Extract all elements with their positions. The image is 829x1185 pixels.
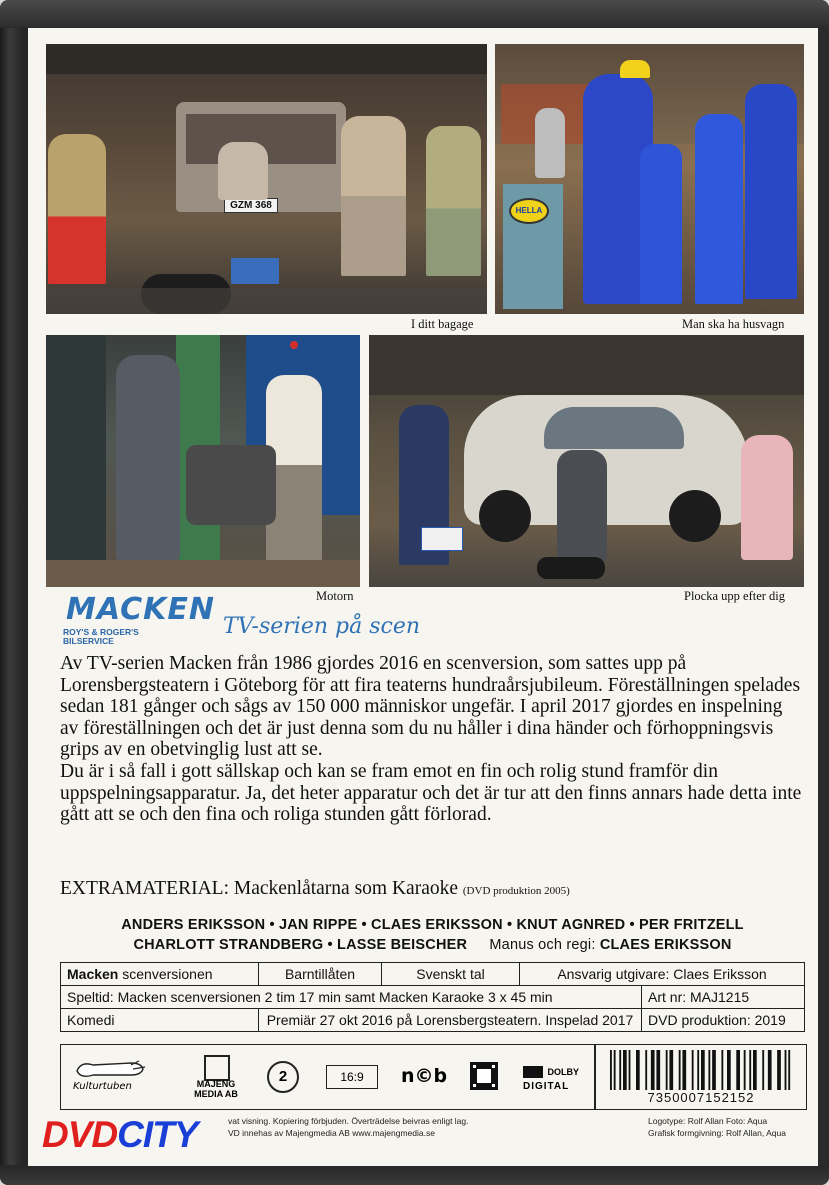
info-production: DVD produktion: 2019: [642, 1009, 805, 1032]
person-2: [218, 142, 268, 200]
majeng-logo: [189, 1079, 243, 1099]
director-name: CLAES ERIKSSON: [599, 937, 732, 953]
barcode-bar: [785, 1050, 787, 1090]
majeng-line-1: MAJENG: [196, 1079, 236, 1089]
info-artnr: Art nr: MAJ1215: [642, 986, 805, 1009]
dolby-logo: [523, 1063, 579, 1092]
credits-line-1: Logotype: Rolf Allan Foto: Aqua: [648, 1116, 768, 1126]
barcode-bar: [753, 1050, 757, 1090]
legal-text: [228, 1115, 469, 1139]
description-paragraph-1: Av TV-serien Macken från 1986 gjordes 2016 en scenversion, som sattes upp på Lorensbergsteatern i Göteborg för att fira teaterns hundraårsjubileum. Föreställningen spelades sedan 181 gånger och sågs av 150 000 människor ungefär. I april 2017 gjordes en inspelning av föreställningen och det är just denna som du nu håller i dina händer och förhoppningsvis grips av en obetvinglig lust att se.: [60, 653, 801, 761]
barcode-bar: [749, 1050, 751, 1090]
dolby-digital-text: DIGITAL: [523, 1081, 570, 1092]
barcode-bar: [692, 1050, 694, 1090]
watermark-part-2: CITY: [117, 1114, 198, 1155]
region-icon: [267, 1061, 299, 1093]
credits-line-2: Grafisk formgivning: Rolf Allan, Aqua: [648, 1128, 786, 1138]
barcode-bar: [762, 1050, 764, 1090]
description: [60, 653, 805, 826]
watermark-part-1: DVD: [42, 1114, 118, 1155]
license-plate: GZM 368: [224, 198, 278, 213]
barcode-bar: [629, 1050, 631, 1090]
person-blue-4: [745, 84, 797, 299]
person-pink: [741, 435, 793, 560]
barcode-bar: [636, 1050, 640, 1090]
cast-line-1: ANDERS ERIKSSON • JAN RIPPE • CLAES ERIKSSON • KNUT AGNRED • PER FRITZELL: [121, 917, 744, 933]
caption-photo-2: Man ska ha husvagn: [682, 317, 785, 331]
info-title-rest: scenversionen: [118, 966, 213, 982]
director-label: Manus och regi:: [489, 937, 596, 953]
car-wheel-right: [669, 490, 721, 542]
person-blue-2: [640, 144, 682, 304]
case-bottom-edge: [0, 1165, 829, 1185]
barcode-bar: [682, 1050, 686, 1090]
legal-line-2: VD innehas av Majengmedia AB www.majengmedia.se: [228, 1128, 435, 1138]
extra-material-label: EXTRAMATERIAL: Mackenlåtarna som Karaoke: [60, 878, 459, 899]
barcode-bar: [614, 1050, 616, 1090]
credits-text: [648, 1115, 786, 1139]
person-1: [48, 134, 106, 284]
barcode-bar: [721, 1050, 723, 1090]
barcode-bar: [651, 1050, 655, 1090]
info-genre-text: Komedi: [67, 1012, 115, 1028]
extra-material-note: (DVD produktion 2005): [462, 885, 570, 897]
barcode-bar: [701, 1050, 705, 1090]
info-row-2: [61, 986, 805, 1009]
barcode-bar: [736, 1050, 740, 1090]
barcode-bar: [610, 1050, 612, 1090]
hella-sign: HELLA: [509, 198, 549, 224]
legal-line-1: vat visning. Kopiering förbjuden. Överträdelse beivras enligt lag.: [228, 1116, 469, 1126]
aspect-ratio-badge: 16:9: [326, 1065, 378, 1089]
car-wheel-left: [479, 490, 531, 542]
gas-cylinder: [535, 108, 565, 178]
person-seated: [557, 450, 607, 560]
person-3: [341, 116, 406, 276]
barcode-bar: [666, 1050, 668, 1090]
ncb-logo: n©b: [401, 1065, 448, 1087]
majeng-icon: [204, 1055, 230, 1081]
info-title: [61, 963, 259, 986]
barcode-bar: [712, 1050, 716, 1090]
caption-photo-4: Plocka upp efter dig: [684, 589, 786, 603]
region-code: 2: [278, 1068, 288, 1085]
extra-material: [60, 878, 570, 900]
barcode-bars: [610, 1050, 792, 1090]
barcode-bar: [679, 1050, 681, 1090]
info-row-3: [61, 1009, 805, 1032]
caption-photo-3: Motorn: [316, 589, 354, 603]
info-row-1: [61, 963, 805, 986]
barcode-bar: [656, 1050, 660, 1090]
info-runtime: Speltid: Macken scenversionen 2 tim 17 min samt Macken Karaoke 3 x 45 min: [61, 986, 642, 1009]
case-top-edge: [0, 0, 829, 28]
dolby-text: DOLBY: [547, 1066, 579, 1077]
barcode-bar: [623, 1050, 627, 1090]
person-blue-3: [695, 114, 743, 304]
macken-logo-subtitle: [63, 628, 139, 646]
kulturtuben-label: Kulturtuben: [73, 1081, 132, 1092]
barcode-bar: [697, 1050, 699, 1090]
cast-line-2: [60, 937, 805, 953]
info-genre: [61, 1009, 259, 1032]
tagline: TV-serien på scen: [223, 614, 421, 639]
description-paragraph-2: Du är i så fall i gott sällskap och kan se fram emot en fin och rolig stund framför din uppspelningsapparatur. Ja, det heter apparatur och det är tur att den finns annars hade detta inte gått att se och den fina och roliga stunden gått förlorad.: [60, 760, 802, 826]
info-rating: Barntillåten: [259, 963, 382, 986]
info-table: [60, 962, 805, 1032]
barcode-bar: [768, 1050, 772, 1090]
barcode-bar: [744, 1050, 746, 1090]
film-frame-icon: [469, 1061, 499, 1091]
dolby-icon: [523, 1066, 543, 1078]
barcode-bar: [727, 1050, 731, 1090]
logo-sub-line-1: ROY'S & ROGER'S: [63, 627, 139, 637]
dvdcity-watermark: [42, 1114, 197, 1156]
majeng-line-2: MEDIA AB: [194, 1089, 238, 1099]
person-4: [426, 126, 481, 276]
barcode-bar: [788, 1050, 790, 1090]
barcode-bar: [669, 1050, 673, 1090]
logos-box: [60, 1044, 595, 1110]
macken-logo: MACKEN: [66, 592, 216, 627]
barcode-bar: [645, 1050, 647, 1090]
caption-photo-1: I ditt bagage: [411, 317, 474, 331]
kulturtuben-icon: [71, 1057, 151, 1081]
photo-tracksuits: [495, 44, 804, 314]
logo-sub-line-2: BILSERVICE: [63, 636, 114, 646]
cast-line-2-names: CHARLOTT STRANDBERG • LASSE BEISCHER: [133, 937, 468, 953]
barcode-bar: [777, 1050, 781, 1090]
photo-garage-trunk: [46, 44, 487, 314]
barcode-bar: [619, 1050, 621, 1090]
photo-car-garage: [369, 335, 804, 587]
info-premiere: Premiär 27 okt 2016 på Lorensbergsteatern. Inspelad 2017: [259, 1009, 642, 1032]
info-language: Svenskt tal: [382, 963, 520, 986]
person-suit: [116, 355, 180, 560]
photo-engine: [46, 335, 360, 587]
engine-block: [186, 445, 276, 525]
info-publisher: Ansvarig utgivare: Claes Eriksson: [520, 963, 805, 986]
barcode-number: 7350007152152: [647, 1090, 755, 1105]
info-title-bold: Macken: [67, 966, 119, 982]
barcode-box: [595, 1044, 807, 1110]
barcode-bar: [708, 1050, 710, 1090]
